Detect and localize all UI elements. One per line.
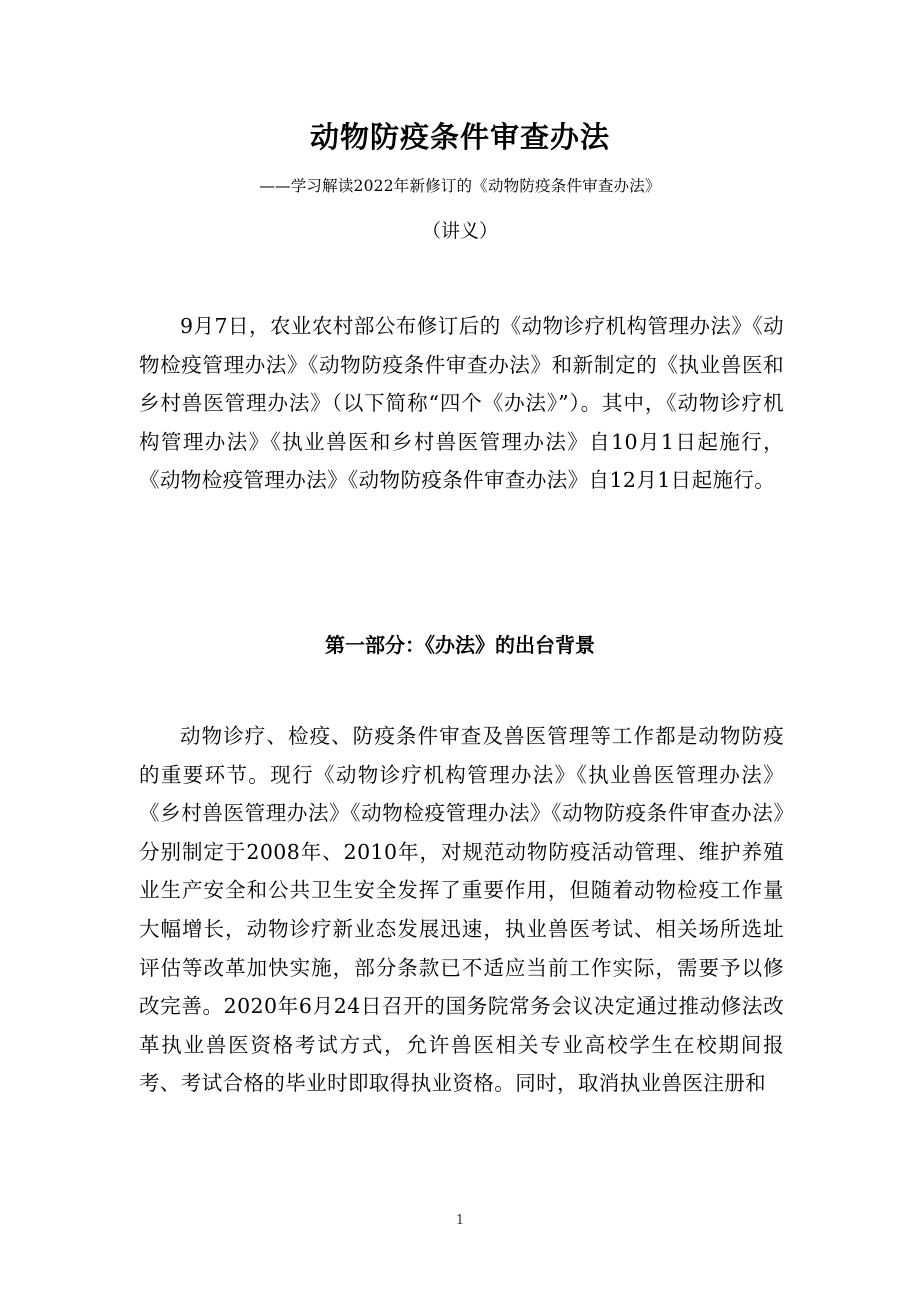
section-heading: 第一部分：《办法》的出台背景 xyxy=(325,633,595,657)
document-subtitle: ——学习解读2022年新修订的《动物防疫条件审查办法》 xyxy=(259,177,661,195)
paragraph-intro: 9月7日，农业农村部公布修订后的《动物诊疗机构管理办法》《动物检疫管理办法》《动物防疫条件审查办法》和新制定的《执业兽医和乡村兽医管理办法》（以下简称“四个《办法》”）。其中，《动物诊疗机构管理办法》《执业兽医和乡村兽医管理办法》自10月1日起施行，《动物检疫管理办法》《动物防疫条件审查办法》自12月1日起施行。 xyxy=(139,314,784,493)
page-number: 1 xyxy=(455,1213,465,1228)
document-note: （讲义） xyxy=(421,220,498,242)
document-title: 动物防疫条件审查办法 xyxy=(309,120,610,154)
paragraph-background: 动物诊疗、检疫、防疫条件审查及兽医管理等工作都是动物防疫的重要环节。现行《动物诊疗机构管理办法》《执业兽医管理办法》《乡村兽医管理办法》《动物检疫管理办法》《动物防疫条件审查办法》分别制定于2008年、2010年，对规范动物防疫活动管理、维护养殖业生产安全和公共卫生安全发挥了重要作用，但随着动物检疫工作量大幅增长，动物诊疗新业态发展迅速，执业兽医考试、相关场所选址评估等改革加快实施，部分条款已不适应当前工作实际，需要予以修改完善。2020年6月24日召开的国务院常务会议决定通过推动修法改革执业兽医资格考试方式，允许兽医相关专业高校学生在校期间报考、考试合格的毕业时即取得执业资格。同时，取消执业兽医注册和 xyxy=(139,724,784,1096)
